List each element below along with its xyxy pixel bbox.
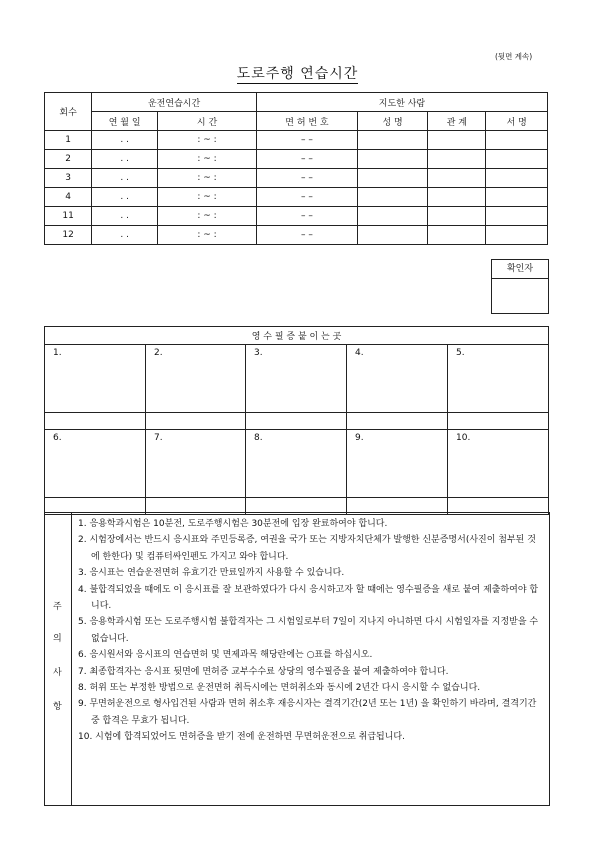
- column-headers: [45, 112, 548, 131]
- row-number: 1: [45, 131, 92, 150]
- receipt-header: 영 수 필 증 붙 이 는 곳: [45, 327, 549, 345]
- date-field[interactable]: . .: [92, 207, 158, 226]
- license-field[interactable]: – –: [256, 150, 357, 169]
- practice-time-table: [44, 92, 548, 245]
- relation-field[interactable]: [428, 188, 486, 207]
- col-license-number: 면 허 번 호: [256, 112, 357, 131]
- license-field[interactable]: – –: [256, 207, 357, 226]
- license-field[interactable]: – –: [256, 131, 357, 150]
- notice-item: 4. 불합격되었을 때에도 이 응시표를 잘 보관하였다가 다시 응시하고자 할 때에는 영수필증을 새로 붙여 제출하여야 합니다.: [78, 584, 539, 612]
- time-field[interactable]: : ~ :: [158, 150, 257, 169]
- receipt-slot-9[interactable]: 9.: [347, 430, 448, 498]
- receipt-slot-10[interactable]: 10.: [448, 430, 549, 498]
- time-field[interactable]: : ~ :: [158, 188, 257, 207]
- name-field[interactable]: [357, 226, 427, 245]
- receipt-spacer: [45, 413, 146, 430]
- name-field[interactable]: [357, 169, 427, 188]
- license-field[interactable]: – –: [256, 188, 357, 207]
- table-row: [45, 150, 548, 169]
- side-char: 항: [53, 702, 62, 712]
- signature-field[interactable]: [486, 207, 548, 226]
- receipt-stamp-table: [44, 326, 549, 515]
- row-number: 2: [45, 150, 92, 169]
- table-row: [45, 131, 548, 150]
- receipt-slot-5[interactable]: 5.: [448, 345, 549, 413]
- side-char: 의: [53, 634, 62, 644]
- col-signature: 서 명: [486, 112, 548, 131]
- name-field[interactable]: [357, 207, 427, 226]
- date-field[interactable]: . .: [92, 150, 158, 169]
- license-field[interactable]: – –: [256, 169, 357, 188]
- time-field[interactable]: : ~ :: [158, 131, 257, 150]
- signature-field[interactable]: [486, 226, 548, 245]
- side-char: 주: [53, 602, 62, 612]
- row-number: 4: [45, 188, 92, 207]
- page-title: 도로주행 연습시간: [236, 66, 359, 82]
- time-field[interactable]: : ~ :: [158, 207, 257, 226]
- notice-item: 7. 최종합격자는 응시표 뒷면에 면허증 교부수수료 상당의 영수필증을 붙여 제출하여야 합니다.: [78, 666, 449, 677]
- relation-field[interactable]: [428, 226, 486, 245]
- receipt-slot-2[interactable]: 2.: [146, 345, 246, 413]
- time-field[interactable]: : ~ :: [158, 169, 257, 188]
- receipt-slot-4[interactable]: 4.: [347, 345, 448, 413]
- relation-field[interactable]: [428, 169, 486, 188]
- supervisor-header: 지도한 사람: [256, 93, 547, 112]
- row-number: 3: [45, 169, 92, 188]
- receipt-slot-3[interactable]: 3.: [246, 345, 347, 413]
- relation-field[interactable]: [428, 150, 486, 169]
- confirmer-sign-area[interactable]: [492, 279, 548, 313]
- notice-item: 5. 응용학과시험 또는 도로주행시험 불합격자는 그 시험일로부터 7일이 지나지 아니하면 다시 시험일자를 지정받을 수 없습니다.: [78, 617, 539, 644]
- col-time: 시 간: [158, 112, 257, 131]
- col-name: 성 명: [357, 112, 427, 131]
- table-row: [45, 188, 548, 207]
- notice-item: 1. 응용학과시험은 10분전, 도로주행시험은 30분전에 입장 완료하여야 합니다.: [78, 519, 388, 529]
- receipt-spacer: [448, 413, 549, 430]
- table-row: [45, 169, 548, 188]
- notice-list: [78, 516, 544, 746]
- notice-item: 3. 응시표는 연습운전면허 유효기간 만료일까지 사용할 수 있습니다.: [78, 568, 345, 579]
- receipt-slot-8[interactable]: 8.: [246, 430, 347, 498]
- row-number: 12: [45, 226, 92, 245]
- relation-field[interactable]: [428, 131, 486, 150]
- notice-item: 9. 무면허운전으로 형사입건된 사람과 면허 취소후 재응시자는 결격기간(2년 또는 1년) 을 확인하기 바라며, 결격기간중 합격은 무효가 됩니다.: [78, 699, 537, 726]
- date-field[interactable]: . .: [92, 188, 158, 207]
- notice-item: 6. 응시원서와 응시표의 연습면허 및 면제과목 해당란에는 ○표를 하십시오.: [78, 650, 373, 661]
- side-char: 사: [53, 668, 62, 678]
- back-continued-note: (뒷면 계속): [495, 52, 533, 61]
- signature-field[interactable]: [486, 188, 548, 207]
- receipt-spacer: [347, 413, 448, 430]
- name-field[interactable]: [357, 150, 427, 169]
- notice-item: 10. 시험에 합격되었어도 면허증을 받기 전에 운전하면 무면허운전으로 취급됩니다.: [78, 732, 405, 743]
- table-row: [45, 226, 548, 245]
- signature-field[interactable]: [486, 150, 548, 169]
- notice-item: 8. 허위 또는 부정한 방법으로 운전면허 취득시에는 면허취소와 동시에 2년간 다시 응시할 수 없습니다.: [78, 683, 481, 694]
- table-row: [45, 207, 548, 226]
- col-date: 연 월 일: [92, 112, 158, 131]
- name-field[interactable]: [357, 131, 427, 150]
- notice-section: [44, 512, 550, 806]
- date-field[interactable]: . .: [92, 131, 158, 150]
- receipt-slot-7[interactable]: 7.: [146, 430, 246, 498]
- row-number: 11: [45, 207, 92, 226]
- col-relation: 관 계: [428, 112, 486, 131]
- notice-item: 2. 시험장에서는 반드시 응시표와 주민등록증, 여권을 국가 또는 지방자치단체가 발행한 신분증명서(사진이 첨부된 것에 한한다) 및 컴퓨터싸인펜도 가지고 와야 합니다.: [78, 535, 536, 562]
- date-field[interactable]: . .: [92, 169, 158, 188]
- receipt-spacer: [246, 413, 347, 430]
- date-field[interactable]: . .: [92, 226, 158, 245]
- receipt-slot-1[interactable]: 1.: [45, 345, 146, 413]
- signature-field[interactable]: [486, 169, 548, 188]
- time-field[interactable]: : ~ :: [158, 226, 257, 245]
- relation-field[interactable]: [428, 207, 486, 226]
- signature-field[interactable]: [486, 131, 548, 150]
- name-field[interactable]: [357, 188, 427, 207]
- receipt-spacer: [146, 413, 246, 430]
- round-header: 회수: [45, 93, 92, 131]
- practice-time-header: 운전연습시간: [92, 93, 257, 112]
- confirmer-box: [491, 259, 549, 314]
- receipt-slot-6[interactable]: 6.: [45, 430, 146, 498]
- confirmer-label: 확인자: [492, 260, 548, 279]
- notice-side-label: [45, 513, 72, 805]
- license-field[interactable]: – –: [256, 226, 357, 245]
